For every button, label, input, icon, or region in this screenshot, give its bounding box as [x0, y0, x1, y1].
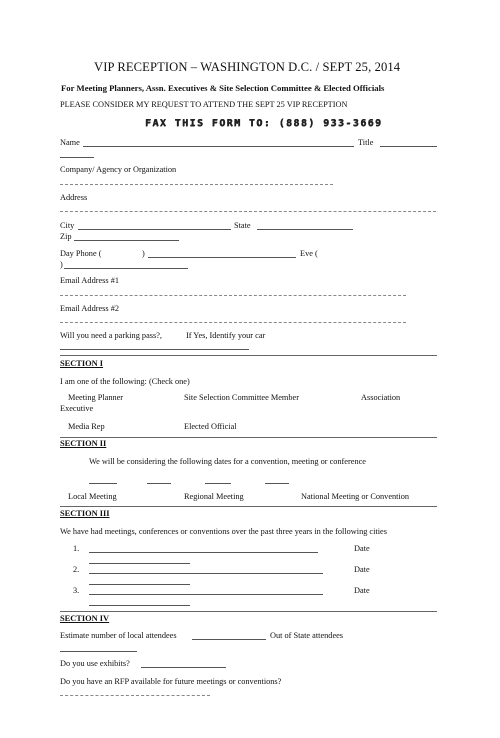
eve-phone-close: ) [60, 260, 63, 269]
address-field[interactable] [60, 211, 436, 212]
option-elected-official[interactable]: Elected Official [184, 422, 237, 431]
city-row-field-cont[interactable] [89, 605, 190, 606]
section-1-heading: SECTION I [60, 359, 104, 368]
rfp-label: Do you have an RFP available for future meetings or conventions? [60, 677, 282, 686]
option-site-selection[interactable]: Site Selection Committee Member [184, 393, 299, 402]
city-row-field[interactable] [89, 552, 318, 553]
city-field[interactable] [78, 229, 231, 230]
city-row-number: 3. [73, 586, 80, 595]
date-field-2[interactable] [147, 483, 171, 484]
email2-label: Email Address #2 [60, 304, 119, 313]
out-of-state-field[interactable] [60, 651, 137, 652]
section-4-heading: SECTION IV [60, 614, 110, 623]
parking-label: Will you need a parking pass?, [60, 331, 162, 340]
section-2-prompt: We will be considering the following dates for a convention, meeting or conference [89, 457, 366, 466]
rfp-field[interactable] [60, 695, 210, 696]
email1-field[interactable] [60, 295, 406, 296]
local-attendees-label: Estimate number of local attendees [60, 631, 177, 640]
divider [60, 437, 437, 438]
title-label: Title [358, 138, 374, 147]
email1-label: Email Address #1 [60, 276, 119, 285]
day-phone-label: Day Phone ( [60, 249, 102, 258]
eve-phone-label: Eve ( [300, 249, 318, 258]
city-row-field-cont[interactable] [89, 563, 190, 564]
option-association[interactable]: Association [361, 393, 401, 402]
option-meeting-planner[interactable]: Meeting Planner [68, 393, 124, 402]
date-field-3[interactable] [205, 483, 231, 484]
title-field[interactable] [380, 146, 437, 147]
exhibits-field[interactable] [141, 667, 226, 668]
option-local-meeting[interactable]: Local Meeting [68, 492, 117, 501]
day-phone-field[interactable] [148, 257, 296, 258]
option-association-executive: Executive [60, 404, 94, 413]
zip-label: Zip [60, 232, 72, 241]
city-row-date-label: Date [354, 565, 370, 574]
city-row-number: 2. [73, 565, 80, 574]
city-label: City [60, 221, 75, 230]
eve-phone-field[interactable] [64, 268, 188, 269]
date-field-4[interactable] [265, 483, 289, 484]
city-row-field[interactable] [89, 573, 323, 574]
date-field-1[interactable] [89, 483, 117, 484]
option-regional-meeting[interactable]: Regional Meeting [184, 492, 244, 501]
exhibits-label: Do you use exhibits? [60, 659, 130, 668]
city-row-field-cont[interactable] [89, 584, 190, 585]
fax-heading: FAX THIS FORM TO: (888) 933-3669 [145, 118, 383, 129]
title-field-cont[interactable] [60, 157, 94, 158]
zip-field[interactable] [74, 240, 179, 241]
company-field[interactable] [60, 184, 333, 185]
out-of-state-label: Out of State attendees [270, 631, 344, 640]
request-line: PLEASE CONSIDER MY REQUEST TO ATTEND THE SEPT 25 VIP RECEPTION [60, 100, 348, 109]
divider [60, 506, 437, 507]
option-media-rep[interactable]: Media Rep [68, 422, 105, 431]
section-1-prompt: I am one of the following: (Check one) [60, 377, 190, 386]
company-label: Company/ Agency or Organization [60, 165, 177, 174]
option-national-meeting[interactable]: National Meeting or Convention [301, 492, 410, 501]
name-field[interactable] [83, 146, 354, 147]
city-row-date-label: Date [354, 586, 370, 595]
state-label: State [234, 221, 251, 230]
city-row-field[interactable] [89, 594, 323, 595]
section-3-prompt: We have had meetings, conferences or conventions over the past three years in the following cities [60, 527, 387, 536]
local-attendees-field[interactable] [192, 639, 266, 640]
email2-field[interactable] [60, 322, 406, 323]
city-row-date-label: Date [354, 544, 370, 553]
section-3-heading: SECTION III [60, 509, 110, 518]
state-field[interactable] [257, 229, 353, 230]
car-field[interactable] [60, 349, 249, 350]
form-subtitle: For Meeting Planners, Assn. Executives & Site Selection Committee & Elected Officials [61, 83, 385, 93]
name-label: Name [60, 138, 80, 147]
form-title: VIP RECEPTION – WASHINGTON D.C. / SEPT 25, 2014 [94, 60, 401, 74]
city-row-number: 1. [73, 544, 80, 553]
address-label: Address [60, 193, 88, 202]
divider [60, 355, 437, 356]
divider [60, 611, 437, 612]
day-phone-close: ) [142, 249, 145, 258]
section-2-heading: SECTION II [60, 439, 107, 448]
identify-car-label: If Yes, Identify your car [186, 331, 266, 340]
